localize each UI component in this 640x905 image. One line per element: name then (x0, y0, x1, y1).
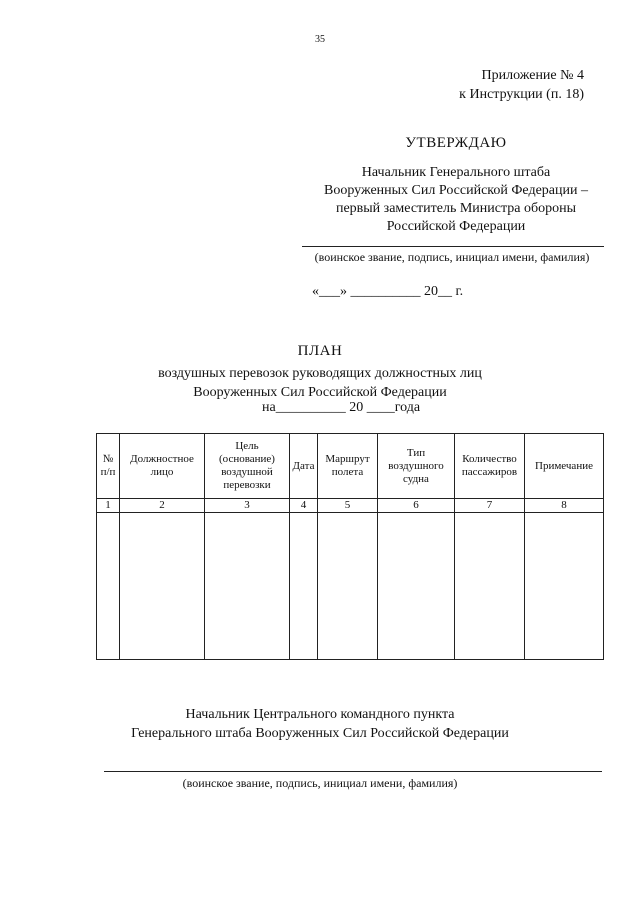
table-cell (318, 513, 378, 660)
column-header: Цель (основание) воздушной перевозки (205, 434, 290, 499)
plan-period: на__________ 20 ____года (262, 400, 421, 415)
column-number: 8 (525, 499, 604, 513)
appendix-line-1: Приложение № 4 (481, 68, 584, 83)
column-number: 4 (290, 499, 318, 513)
appendix-line-2: к Инструкции (п. 18) (459, 87, 584, 102)
approval-line: Начальник Генерального штаба (361, 165, 551, 180)
approval-signature-line (302, 246, 604, 247)
plan-subtitle-line-1: воздушных перевозок руководящих должностных лиц (158, 366, 482, 381)
plan-title: ПЛАН (297, 343, 343, 359)
column-header: Тип воздушного судна (378, 434, 455, 499)
column-header: Количество пассажиров (455, 434, 525, 499)
approval-line: Российской Федерации (386, 219, 526, 234)
column-header: № п/п (97, 434, 120, 499)
plan-table (96, 433, 604, 660)
chief-signature-line (104, 771, 602, 772)
table-cell (378, 513, 455, 660)
approval-date-line: «___» __________ 20__ г. (312, 284, 464, 299)
table-cell (525, 513, 604, 660)
table-cell (97, 513, 120, 660)
page-number: 35 (315, 34, 325, 45)
column-number: 3 (205, 499, 290, 513)
column-number: 2 (120, 499, 205, 513)
column-number: 7 (455, 499, 525, 513)
chief-line-2: Генерального штаба Вооруженных Сил Российской Федерации (131, 726, 509, 741)
column-header: Примечание (525, 434, 604, 499)
table-cell (120, 513, 205, 660)
table-cell (290, 513, 318, 660)
table-row (97, 513, 604, 660)
column-header: Маршрут полета (318, 434, 378, 499)
approval-line: первый заместитель Министра обороны (335, 201, 577, 216)
table-header-row (97, 434, 604, 499)
chief-block (0, 705, 640, 743)
plan-subtitle-line-2: Вооруженных Сил Российской Федерации (193, 385, 447, 400)
table-cell (455, 513, 525, 660)
appendix-reference (459, 66, 584, 104)
table-cell (205, 513, 290, 660)
column-number: 5 (318, 499, 378, 513)
column-number-row (97, 499, 604, 513)
approval-signature-caption: (воинское звание, подпись, инициал имени, фамилия) (314, 250, 590, 264)
approval-block (300, 134, 612, 236)
chief-line-1: Начальник Центрального командного пункта (185, 707, 455, 722)
plan-subtitle (0, 364, 640, 402)
approval-title: УТВЕРЖДАЮ (405, 135, 507, 151)
column-header: Дата (290, 434, 318, 499)
approval-line: Вооруженных Сил Российской Федерации – (324, 183, 588, 198)
column-number: 1 (97, 499, 120, 513)
chief-signature-caption: (воинское звание, подпись, инициал имени, фамилия) (182, 776, 458, 790)
column-header: Должностное лицо (120, 434, 205, 499)
column-number: 6 (378, 499, 455, 513)
